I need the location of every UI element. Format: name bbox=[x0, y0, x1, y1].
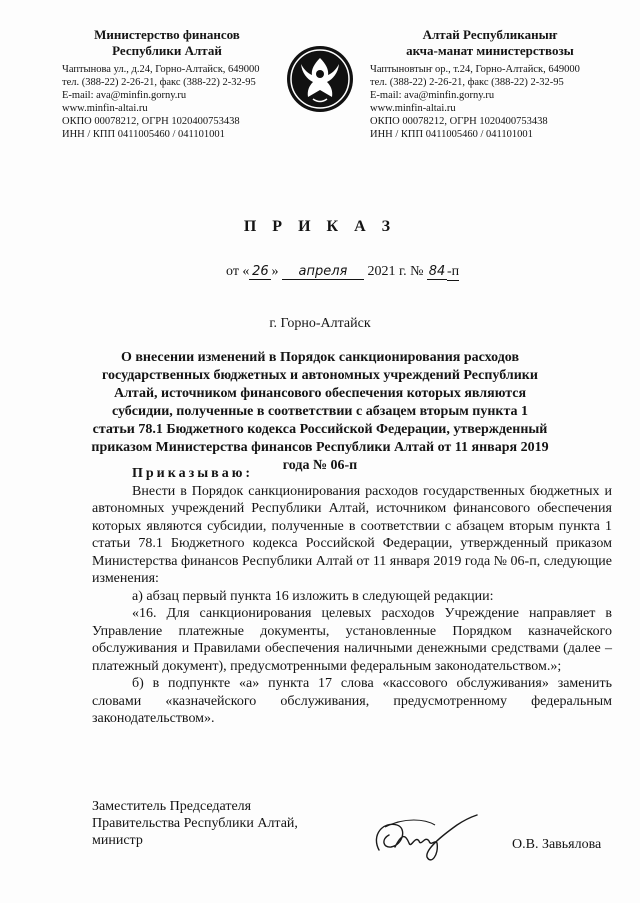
order-word: Приказываю: bbox=[132, 466, 254, 481]
body-paragraph-3: «16. Для санкционирования целевых расходов Учреждение направляет в Управление платежные документы, установленные Порядком казначейского обслуживания и Правилами обеспечения наличными денежными средствами (далее – платежный документ), предусмотренными федеральным законодательством.»; bbox=[92, 606, 612, 674]
body-paragraph-2: а) абзац первый пункта 16 изложить в следующей редакции: bbox=[132, 588, 494, 604]
body-paragraph-1: Внести в Порядок санкционирования расходов государственных бюджетных и автономных учреждений Республики Алтай, источником финансового обеспечения которых являются субсидии, полученные в соответствии с абзацем вторым пункта 1 статьи 78.1 Бюджетного кодекса Российской Федерации, утвержденный приказом Министерства финансов Республики Алтай от 11 января 2019 года № 06-п, следующие изменения: bbox=[92, 483, 612, 586]
issuer-name-ru-line2: Республики Алтай bbox=[112, 43, 222, 58]
handwritten-signature-icon bbox=[365, 805, 485, 875]
okpo-ru: ОКПО 00078212, ОГРН 1020400753438 bbox=[62, 116, 240, 127]
okpo-alt: ОКПО 00078212, ОГРН 1020400753438 bbox=[370, 116, 548, 127]
date-quote-close: » bbox=[271, 264, 279, 279]
issuer-header-russian bbox=[62, 27, 272, 141]
signatory-position-line3: министр bbox=[92, 833, 143, 848]
inn-alt: ИНН / КПП 0411005460 / 041101001 bbox=[370, 129, 533, 140]
document-title: О внесении изменений в Порядок санкционирования расходов государственных бюджетных и автономных учреждений Республики Алтай, источником финансового обеспечения которых являются субсидии, полученные в соответствии с абзацем вторым пункта 1 статьи 78.1 Бюджетного кодекса Российской Федерации, утвержденный приказом Министерства финансов Республики Алтай от 11 января 2019 года № 06-п bbox=[91, 350, 549, 473]
address-ru: Чаптынова ул., д.24, Горно-Алтайск, 649000 bbox=[62, 64, 260, 75]
date-day: 26 bbox=[249, 264, 271, 280]
date-year: 2021 г. № bbox=[367, 264, 424, 279]
issuer-name-alt-line2: акча-манат министерствозы bbox=[406, 43, 574, 58]
address-alt: Чаптыновтыҥ ор., т.24, Горно-Алтайск, 649000 bbox=[370, 64, 580, 75]
order-date-number bbox=[226, 264, 459, 281]
email-alt: E-mail: ava@minfin.gorny.ru bbox=[370, 90, 495, 101]
website-ru: www.minfin-altai.ru bbox=[62, 103, 148, 114]
date-month: апреля bbox=[282, 264, 364, 280]
issuer-name-alt-line1: Алтай Республиканыҥ bbox=[422, 27, 558, 42]
order-number: 84 bbox=[428, 264, 446, 279]
document-body bbox=[92, 465, 612, 728]
body-paragraph-4: б) в подпункте «а» пункта 17 слова «кассового обслуживания» заменить словами «казначейского обслуживания, предусмотренному федеральным законодательством». bbox=[92, 676, 612, 726]
inn-ru: ИНН / КПП 0411005460 / 041101001 bbox=[62, 129, 225, 140]
issuer-name-ru-line1: Министерство финансов bbox=[94, 27, 240, 42]
email-ru: E-mail: ava@minfin.gorny.ru bbox=[62, 90, 187, 101]
document-type-heading: П Р И К А З bbox=[243, 218, 397, 235]
issuer-header-altai bbox=[370, 27, 610, 141]
order-number-suffix: -п bbox=[446, 264, 460, 279]
signatory-name: О.В. Завьялова bbox=[512, 837, 602, 852]
phone-ru: тел. (388-22) 2-26-21, факс (388-22) 2-32-95 bbox=[62, 77, 256, 88]
signatory-position bbox=[92, 798, 298, 849]
phone-alt: тел. (388-22) 2-26-21, факс (388-22) 2-32-95 bbox=[370, 77, 564, 88]
signatory-position-line2: Правительства Республики Алтай, bbox=[92, 816, 298, 831]
website-alt: www.minfin-altai.ru bbox=[370, 103, 456, 114]
altai-republic-emblem-icon bbox=[285, 44, 355, 114]
city: г. Горно-Алтайск bbox=[269, 316, 371, 331]
signatory-position-line1: Заместитель Председателя bbox=[92, 799, 252, 814]
date-prefix: от « bbox=[226, 264, 250, 279]
